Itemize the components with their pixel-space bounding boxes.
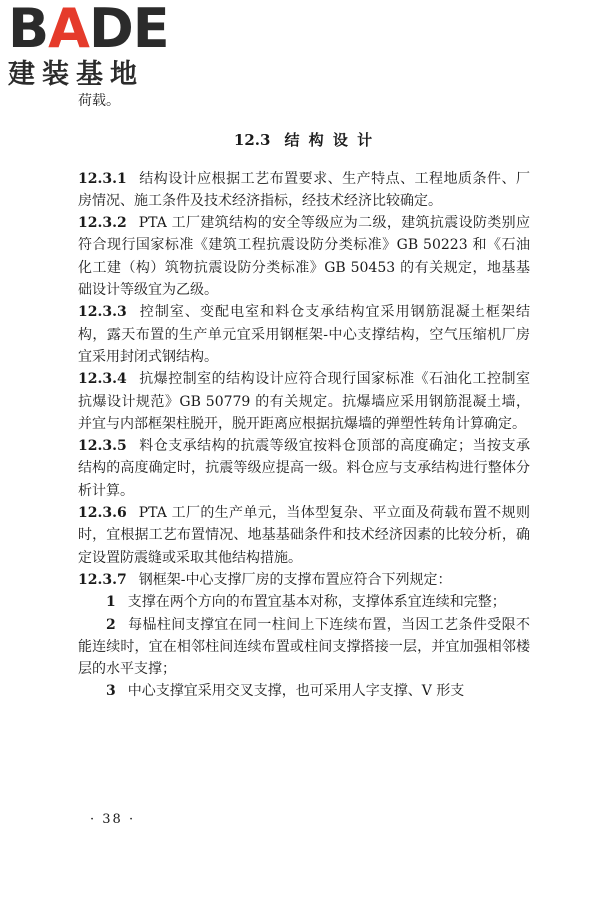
item-number: 3: [106, 683, 116, 700]
clause-number: 12.3.4: [78, 371, 127, 388]
clause-number: 12.3.1: [78, 170, 127, 187]
item-text: 中心支撑宜采用交叉支撑，也可采用人字支撑、V 形支: [127, 683, 465, 700]
page-number: · 38 ·: [90, 812, 136, 827]
clause-text: PTA 工厂的生产单元，当体型复杂、平立面及荷载布置不规则时，宜根据工艺布置情况、地基基础条件和技术经济因素的比较分析，确定设置防震缝或采取其他结构措施。: [78, 505, 530, 566]
document-body: [78, 90, 530, 703]
clause-text: 钢框架-中心支撑厂房的支撑布置应符合下列规定：: [138, 571, 452, 588]
clause-text: 抗爆控制室的结构设计应符合现行国家标准《石油化工控制室抗爆设计规范》GB 50779 的有关规定。抗爆墙应采用钢筋混凝土墙，并宜与内部框架柱脱开，脱开距离应根据抗爆墙的弹塑性转角计算确定。: [78, 371, 530, 432]
section-title: [78, 129, 530, 151]
clause-number: 12.3.7: [78, 571, 127, 588]
clause-number: 12.3.5: [78, 438, 127, 455]
clause-text: 结构设计应根据工艺布置要求、生产特点、工程地质条件、厂房情况、施工条件及技术经济指标，经技术经济比较确定。: [78, 170, 530, 209]
item-text: 每榀柱间支撑宜在同一柱间上下连续布置，当因工艺条件受限不能连续时，宜在相邻柱间连续布置或柱间支撑搭接一层，并宜加强相邻楼层的水平支撑；: [78, 616, 530, 678]
lead-text: 荷载。: [78, 93, 120, 109]
list-item: [78, 614, 530, 681]
logo-subtitle: 建装基地: [8, 59, 144, 90]
item-number: 1: [106, 594, 116, 611]
logo-mark: BADE: [8, 0, 169, 60]
clause-text: 料仓支承结构的抗震等级宜按料仓顶部的高度确定；当按支承结构的高度确定时，抗震等级应提高一级。料仓应与支承结构进行整体分析计算。: [78, 438, 530, 499]
clause-number: 12.3.6: [78, 505, 127, 522]
clause-12-3-1: [78, 168, 530, 213]
clause-12-3-6: [78, 502, 530, 569]
bade-logo: [8, 2, 178, 92]
section-title-text: 结 构 设 计: [284, 131, 375, 150]
list-item: [78, 591, 530, 613]
clause-number: 12.3.3: [78, 304, 127, 321]
clause-text: PTA 工厂建筑结构的安全等级应为二级，建筑抗震设防类别应符合现行国家标准《建筑工程抗震设防分类标准》GB 50223 和《石油化工建（构）筑物抗震设防分类标准》GB 50453 的有关规定，地基基础设计等级宜为乙级。: [78, 215, 530, 299]
section-number: 12.3: [233, 131, 271, 150]
clause-12-3-3: [78, 301, 530, 368]
clause-number: 12.3.2: [78, 215, 127, 232]
clause-text: 控制室、变配电室和料仓支承结构宜采用钢筋混凝土框架结构，露天布置的生产单元宜采用钢框架-中心支撑结构，空气压缩机厂房宜采用封闭式钢结构。: [78, 304, 530, 365]
item-text: 支撑在两个方向的布置宜基本对称，支撑体系宜连续和完整；: [127, 594, 506, 611]
list-item: [78, 680, 530, 702]
clause-12-3-5: [78, 435, 530, 502]
clause-12-3-2: [78, 212, 530, 301]
clause-12-3-4: [78, 368, 530, 435]
item-number: 2: [106, 616, 116, 633]
clause-12-3-7: [78, 569, 530, 591]
